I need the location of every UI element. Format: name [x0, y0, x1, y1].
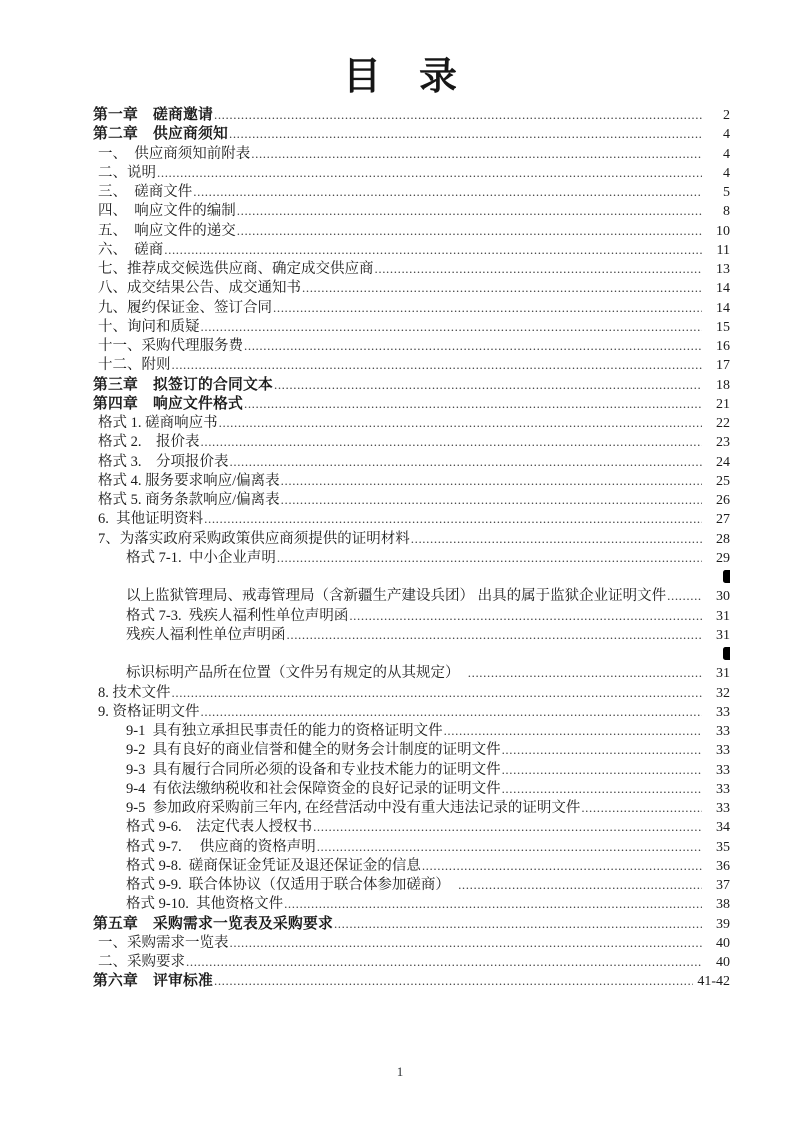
toc-entry-page-number: 33 [716, 724, 730, 739]
dot-leader [422, 856, 702, 875]
toc-entry [93, 817, 730, 836]
toc-entry [93, 240, 730, 259]
toc-entry-page-number: 31 [716, 608, 730, 624]
toc-entry-page-number: 22 [716, 416, 730, 431]
toc-entry [93, 221, 730, 240]
redaction-mark-row [93, 644, 730, 663]
toc-entry-label: 六、 磋商 [98, 241, 164, 258]
toc-entry-label: 七、推荐成交候选供应商、确定成交供应商 [98, 261, 374, 277]
dot-leader [502, 760, 702, 779]
toc-entry-page-number: 31 [716, 627, 730, 643]
toc-entry [93, 259, 730, 278]
toc-entry-page-number: 16 [716, 339, 730, 354]
toc-entry-page-number: 38 [716, 897, 730, 913]
toc-entry-label: 9-2 具有良好的商业信誉和健全的财务会计制度的证明文件 [126, 742, 501, 759]
toc-entry-label: 格式 7-3. 残疾人福利性单位声明函 [126, 607, 349, 624]
toc-entry-label: 残疾人福利性单位声明函 [126, 626, 286, 643]
toc-entry [93, 625, 730, 644]
dot-leader [201, 432, 703, 451]
toc-entry-page-number: 23 [716, 435, 730, 451]
toc-entry-page-number: 31 [716, 666, 730, 682]
dot-leader [502, 779, 702, 798]
dot-leader [237, 221, 702, 240]
toc-entry-page-number: 33 [716, 762, 730, 778]
toc-entry-page-number: 10 [716, 223, 730, 239]
toc-entry-label: 标识标明产品所在位置（文件另有规定的从其规定） [126, 665, 467, 682]
toc-entry-page-number: 26 [716, 493, 730, 508]
toc-entry-page-number: 40 [716, 935, 730, 951]
toc-entry-page-number: 18 [716, 377, 730, 393]
toc-entry [93, 509, 730, 528]
toc-entry [93, 317, 730, 336]
dot-leader [581, 798, 702, 817]
toc-list [93, 105, 730, 991]
toc-entry-label: 9-3 具有履行合同所必须的设备和专业技术能力的证明文件 [126, 761, 501, 778]
dot-leader [281, 490, 702, 509]
dot-leader [317, 837, 702, 856]
toc-entry-page-number: 4 [723, 146, 730, 162]
toc-entry-page-number: 17 [716, 358, 730, 374]
toc-entry-page-number: 28 [716, 531, 730, 547]
toc-entry-page-number: 25 [716, 473, 730, 489]
toc-entry-label: 格式 3. 分项报价表 [98, 453, 229, 470]
toc-entry-label: 五、 响应文件的递交 [98, 222, 236, 239]
toc-entry-label: 十一、采购代理服务费 [98, 338, 243, 354]
toc-entry [93, 663, 730, 682]
toc-entry-label: 九、履约保证金、签订合同 [98, 299, 272, 316]
toc-entry-page-number: 21 [716, 396, 730, 412]
dot-leader [468, 663, 702, 682]
toc-entry-label: 格式 9-8. 磋商保证金凭证及退还保证金的信息 [126, 857, 421, 874]
redaction-mark-row [93, 567, 730, 586]
toc-entry [93, 278, 730, 297]
dot-leader [214, 105, 702, 124]
toc-entry-label: 一、 供应商须知前附表 [98, 145, 251, 162]
toc-entry-label: 格式 5. 商务条款响应/偏离表 [98, 492, 280, 508]
toc-entry-label: 十二、附则 [98, 357, 171, 374]
toc-entry [93, 529, 730, 548]
toc-entry-page-number: 39 [716, 916, 730, 932]
toc-entry-page-number: 24 [716, 454, 730, 470]
footer-page-number: 1 [396, 1064, 404, 1079]
toc-entry-page-number: 36 [716, 858, 730, 874]
dot-leader [230, 933, 703, 952]
toc-entry-label: 6. 其他证明资料 [98, 511, 204, 528]
dot-leader [302, 278, 702, 297]
toc-entry [93, 548, 730, 567]
toc-entry [93, 336, 730, 355]
dot-leader [458, 875, 702, 894]
dot-leader [230, 452, 703, 471]
toc-entry-label: 一、采购需求一览表 [98, 934, 229, 951]
toc-entry-label: 格式 9-6. 法定代表人授权书 [126, 819, 313, 836]
dot-leader [281, 471, 702, 490]
toc-entry-page-number: 14 [716, 300, 730, 316]
toc-entry-page-number: 33 [716, 801, 730, 816]
toc-entry-label: 格式 2. 报价表 [98, 434, 200, 451]
toc-entry [93, 683, 730, 702]
dot-leader [204, 509, 702, 528]
toc-entry-label: 第六章 评审标准 [93, 973, 213, 990]
toc-entry [93, 201, 730, 220]
toc-entry-page-number: 30 [716, 589, 730, 605]
dot-leader [277, 548, 702, 567]
dot-leader [502, 740, 702, 759]
dot-leader [172, 355, 703, 374]
toc-entry-label: 第三章 拟签订的合同文本 [93, 376, 273, 393]
toc-entry [93, 124, 730, 143]
toc-entry-label: 格式 9-9. 联合体协议（仅适用于联合体参加磋商） [126, 877, 458, 893]
dot-leader [201, 317, 703, 336]
toc-entry-page-number: 11 [716, 242, 730, 258]
toc-entry [93, 779, 730, 798]
toc-entry-label: 格式 1. 磋商响应书 [98, 415, 218, 431]
toc-entry [93, 606, 730, 625]
dot-leader [244, 394, 702, 413]
dot-leader [375, 259, 703, 278]
toc-entry [93, 837, 730, 856]
dot-leader [219, 413, 702, 432]
toc-entry-page-number: 27 [716, 512, 730, 528]
toc-entry-label: 第一章 磋商邀请 [93, 107, 213, 123]
toc-entry-label: 8. 技术文件 [98, 684, 171, 701]
toc-entry-page-number: 14 [716, 281, 730, 297]
toc-entry-page-number: 33 [716, 743, 730, 759]
toc-entry [93, 740, 730, 759]
dot-leader [334, 914, 702, 933]
dot-leader [411, 529, 702, 548]
toc-entry-page-number: 40 [716, 955, 730, 970]
toc-entry [93, 394, 730, 413]
toc-entry-page-number: 35 [716, 839, 730, 855]
dot-leader [214, 971, 693, 990]
toc-entry-label: 二、采购要求 [98, 954, 185, 970]
toc-entry-page-number: 29 [716, 550, 730, 566]
dot-leader [313, 817, 702, 836]
toc-entry [93, 163, 730, 182]
dot-leader [251, 144, 702, 163]
dot-leader [172, 683, 703, 702]
toc-entry-label: 二、说明 [98, 164, 156, 181]
toc-entry [93, 721, 730, 740]
toc-entry [93, 413, 730, 432]
toc-entry-page-number: 5 [723, 185, 730, 200]
toc-entry-label: 格式 4. 服务要求响应/偏离表 [98, 472, 280, 489]
dot-leader [237, 201, 702, 220]
toc-entry [93, 105, 730, 124]
dot-leader [274, 375, 702, 394]
toc-entry-label: 格式 9-10. 其他资格文件 [126, 896, 284, 913]
toc-entry-page-number: 13 [716, 262, 730, 277]
toc-entry [93, 856, 730, 875]
toc-entry-page-number: 15 [716, 319, 730, 335]
toc-entry [93, 586, 730, 605]
dot-leader [244, 336, 702, 355]
dot-leader [287, 625, 703, 644]
dot-leader [444, 721, 702, 740]
toc-entry-label: 7、为落实政府采购政策供应商须提供的证明材料 [98, 530, 410, 547]
toc-entry [93, 971, 730, 990]
toc-entry [93, 702, 730, 721]
toc-entry-page-number: 8 [723, 204, 730, 220]
dot-leader [186, 952, 702, 971]
toc-entry-label: 9-4 有依法缴纳税收和社会保障资金的良好记录的证明文件 [126, 780, 501, 797]
toc-entry [93, 452, 730, 471]
toc-entry [93, 375, 730, 394]
dot-leader [273, 298, 702, 317]
dot-leader [164, 240, 702, 259]
toc-entry [93, 490, 730, 509]
toc-entry-page-number: 4 [723, 165, 730, 181]
toc-entry-label: 十、询问和质疑 [98, 318, 200, 335]
toc-entry [93, 875, 730, 894]
toc-entry-label: 9-5 参加政府采购前三年内, 在经营活动中没有重大违法记录的证明文件 [126, 800, 581, 816]
toc-entry [93, 952, 730, 971]
toc-entry-label: 第四章 响应文件格式 [93, 395, 243, 412]
toc-entry-page-number: 32 [716, 685, 730, 701]
toc-entry [93, 144, 730, 163]
toc-entry [93, 355, 730, 374]
toc-entry-label: 9-1 具有独立承担民事责任的能力的资格证明文件 [126, 723, 443, 739]
toc-entry [93, 760, 730, 779]
toc-entry [93, 914, 730, 933]
page-title: 目 录 [342, 56, 457, 98]
dot-leader [193, 182, 702, 201]
toc-entry [93, 432, 730, 451]
dot-leader [349, 606, 702, 625]
toc-entry-page-number: 37 [716, 878, 730, 893]
toc-entry [93, 933, 730, 952]
toc-entry-label: 格式 9-7. 供应商的资格声明 [126, 838, 316, 855]
toc-entry-label: 以上监狱管理局、戒毒管理局（含新疆生产建设兵团） 出具的属于监狱企业证明文件 [126, 588, 667, 605]
toc-entry [93, 298, 730, 317]
toc-entry-label: 第五章 采购需求一览表及采购要求 [93, 915, 333, 932]
toc-entry [93, 894, 730, 913]
dot-leader [284, 894, 702, 913]
toc-entry-label: 四、 响应文件的编制 [98, 203, 236, 220]
dot-leader [229, 124, 702, 143]
toc-entry-page-number: 33 [716, 781, 730, 797]
ink-mark-icon [723, 570, 730, 584]
toc-entry-page-number: 34 [716, 820, 730, 836]
toc-entry [93, 471, 730, 490]
toc-entry-page-number: 2 [723, 108, 730, 123]
toc-entry [93, 798, 730, 817]
toc-entry-page-number: 33 [716, 704, 730, 720]
toc-entry-label: 三、 磋商文件 [98, 184, 193, 200]
toc-entry-label: 格式 7-1. 中小企业声明 [126, 549, 276, 566]
toc-entry-label: 八、成交结果公告、成交通知书 [98, 280, 301, 297]
dot-leader [201, 702, 703, 721]
toc-entry [93, 182, 730, 201]
toc-entry-label: 第二章 供应商须知 [93, 126, 228, 143]
toc-entry-label: 9. 资格证明文件 [98, 703, 200, 720]
dot-leader [157, 163, 702, 182]
toc-entry-page-number: 4 [723, 127, 730, 143]
toc-entry-page-number: 41-42 [697, 974, 730, 990]
dot-leader [667, 586, 702, 605]
ink-mark-icon [723, 647, 730, 661]
